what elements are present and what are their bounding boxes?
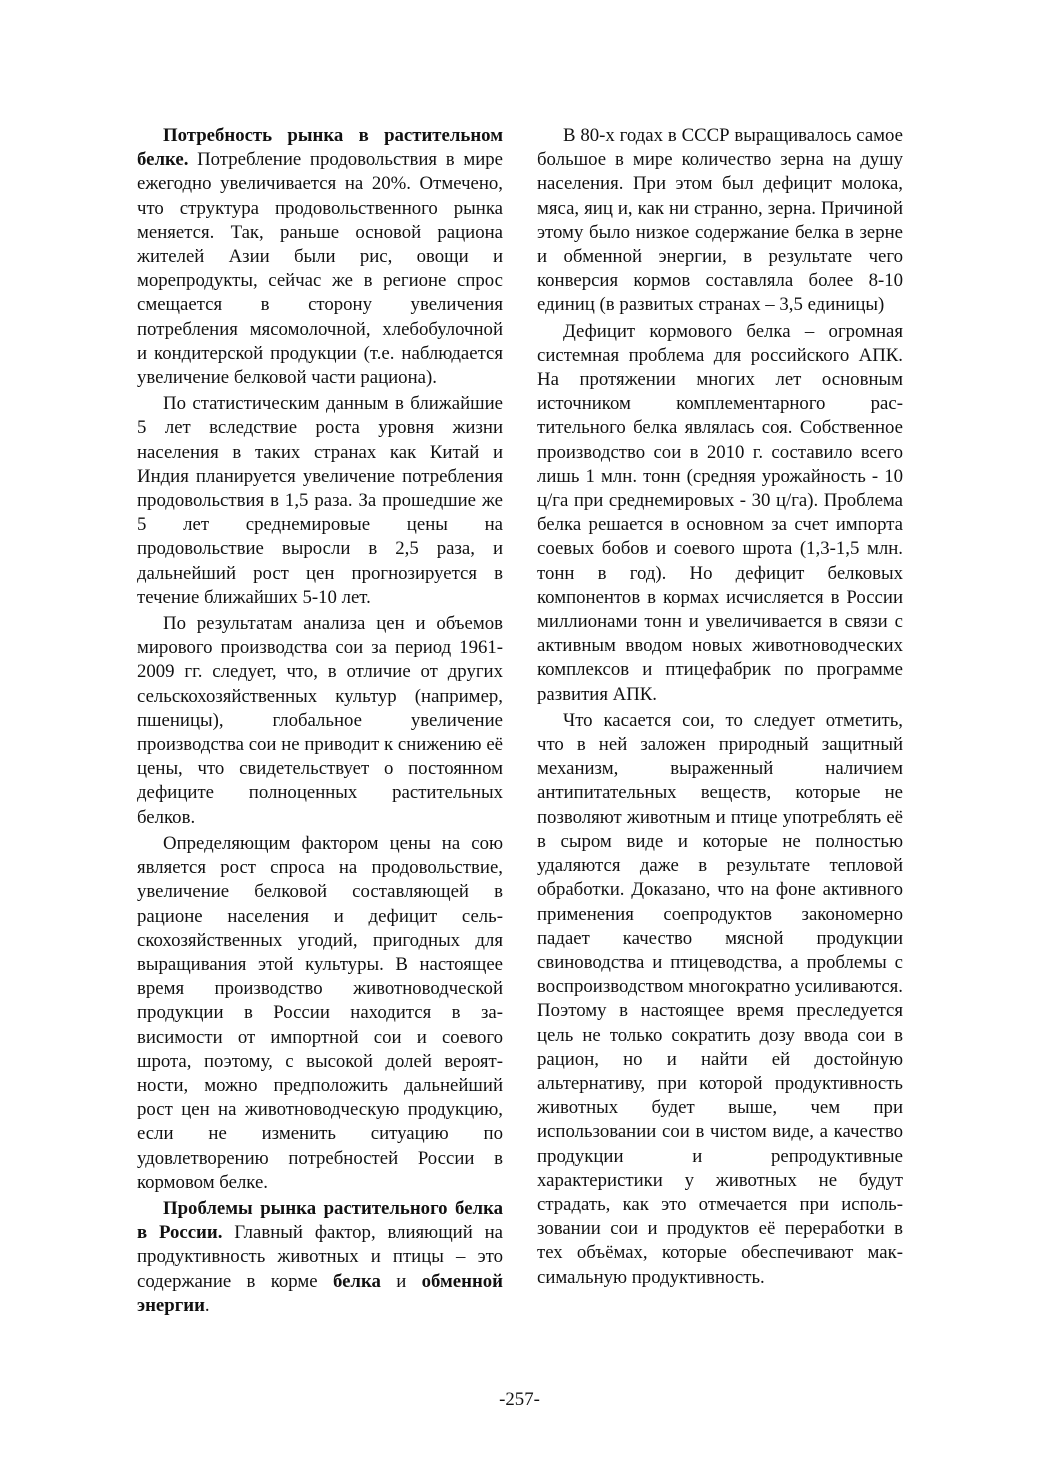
paragraph-ussr-grain: В 80-х годах в СССР выращивалось самое большое в мире количество зерна на душу населения. При этом был дефицит молока, мяса, яиц и, как ни странно, зерна. Причиной этому было низкое содержание белка в зерне и обменной энергии, в результате чего конверсия кормов составляла более 8-10 единиц (в развитых странах – 3,5 единицы) [537, 125, 903, 316]
paragraph-protein-deficit: Дефицит кормового белка – огромная системная проблема для российского АПК. На протяжении многих лет основным источником комплементарного растительного белка являлась соя. Собственное производство сои в 2010 г. составило всего лишь 1 млн. тонн (средняя урожайность - 10 ц/га при среднемировых - 30 ц/га). Проблема белка решается в основном за счет импорта соевых бобов и соевого шрота (1,3-1,5 млн. тонн в год). Но дефицит белковых компонентов в кормах исчисляется в России миллионами тонн и увеличивается в связи с активным вводом новых животноводческих комплексов и птицефабрик по программе развития АПК. [537, 320, 903, 705]
paragraph-price-factors: Определяющим фактором цены на сою является рост спроса на продовольствие, увеличение белковой составляющей в рационе населения и дефицит сельскохозяйственных угодий, пригодных для выращивания этой культуры. В настоящее время производство животноводческой продукции в России находится в зависимости от импортной сои и соевого шрота, поэтому, с высокой долей вероятности, можно предположить дальнейший рост цен на животноводческую продукцию, если не изменить ситуацию по удовлетворению потребностей России в кормовом белке. [137, 832, 503, 1193]
paragraph-text: Потребление продовольствия в мире ежегодно увеличивается на 20%. Отмечено, что структура продовольственного рынка меняется. Так, раньше основой рациона жителей Азии были рис, овощи и морепродукты, сейчас же в регионе спрос смещается в сторону увеличения потребления мясомолочной, хлебобулочной и кондитерской продукции (т.е. наблюдается увеличение белковой части рациона). [137, 149, 503, 389]
paragraph-text: и [380, 1270, 422, 1292]
paragraph-statistics: По статистическим данным в ближайшие 5 лет вследствие роста уровня жизни населения в таких странах как Китай и Индия планируется увеличение потребления продовольствия в 1,5 раза. За прошедшие же 5 лет среднемировые цены на продовольствие выросли в 2,5 раза, и дальнейший рост цен прогнозируется в течение ближайших 5-10 лет. [137, 393, 503, 608]
bold-term-energy: обменной энергии [137, 1270, 503, 1316]
bold-term-protein: белка [332, 1270, 381, 1292]
paragraph-market-demand [137, 124, 503, 390]
section-heading-russia-problems: Проблемы рынка растительного белка в России. [137, 1197, 503, 1244]
paragraph-soy-mechanism: Что касается сои, то следует отметить, что в ней заложен природный защитный механизм, выраженный наличием антипитательных веществ, которые не позволяют животным и птице употреблять её в сыром виде и которые не полностью удаляются даже в результате тепловой обработки. Доказано, что на фоне активного применения соепродуктов закономерно падает качество мясной продукции свиноводства и птицеводства, а проблемы с воспроизводством многократно усиливаются. Поэтому в настоящее время преследуется цель не только сократить дозу ввода сои в рацион, но и найти ей достойную альтернативу, при которой продуктивность животных будет выше, чем при использовании сои в чистом виде, а качество продукции и репродуктивные характеристики у животных не будут страдать, как это отмечается при использовании сои и продуктов её переработки в тех объёмах, которые обеспечивают максимальную продуктивность. [537, 709, 903, 1288]
section-heading-market-demand: Потребность рынка в растительном белке. [137, 125, 503, 171]
right-column [537, 124, 903, 1292]
paragraph-text: Главный фактор, влияющий на продуктивность животных и птицы – это содержание в корме [137, 1222, 503, 1292]
paragraph-text: . [204, 1294, 210, 1316]
paragraph-russia-problems [137, 1197, 503, 1318]
left-column [137, 124, 503, 1320]
paragraph-soy-analysis: По результатам анализа цен и объемов мирового производства сои за период 1961-2009 гг. следует, что, в отличие от других сельскохозяйственных культур (например, пшеницы), глобальное увеличение производства сои не приводит к снижению её цены, что свидетельствует о постоянном дефиците полноценных растительных белков. [137, 613, 503, 828]
page-number: -257- [499, 1389, 540, 1410]
